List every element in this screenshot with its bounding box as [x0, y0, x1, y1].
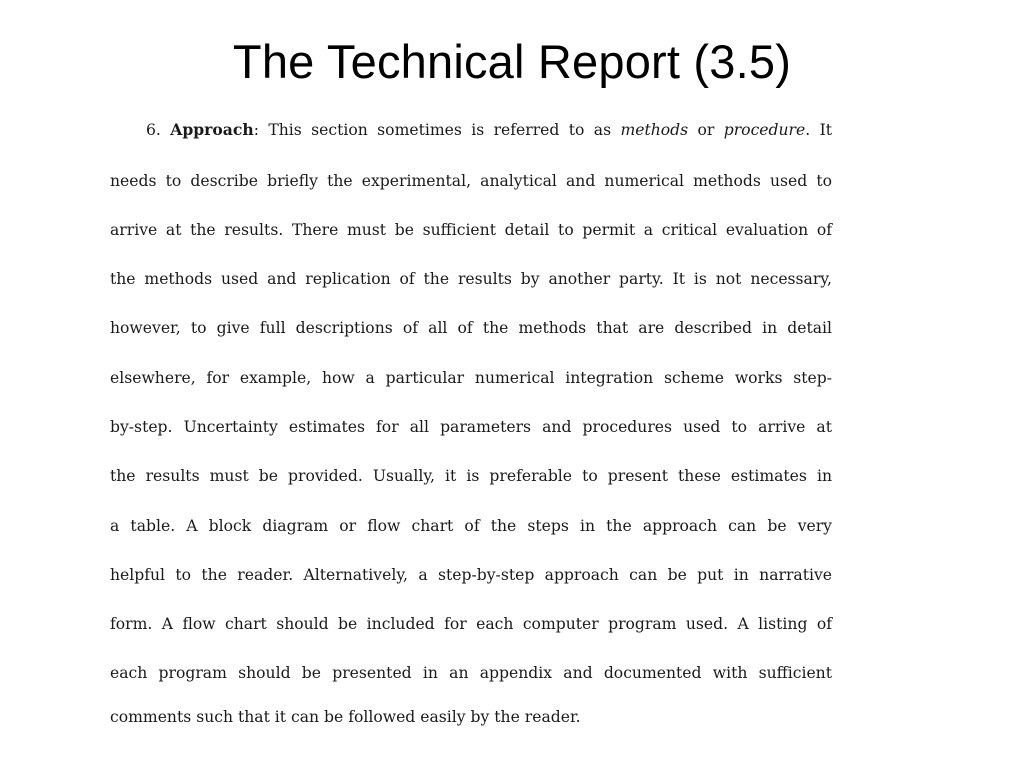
paragraph-line: form. A flow chart should be included for each computer program used. A listing of — [110, 615, 832, 633]
paragraph-line: each program should be presented in an appendix and documented with sufficient — [110, 664, 832, 682]
paragraph-line: a table. A block diagram or flow chart of the steps in the approach can be very — [110, 517, 832, 535]
intro-text: : This section sometimes is referred to as — [253, 121, 621, 139]
paragraph-line: by-step. Uncertainty estimates for all parameters and procedures used to arrive at — [110, 418, 832, 436]
term-procedure: procedure — [723, 121, 806, 139]
paragraph-line-last: comments such that it can be followed easily by the reader. — [110, 708, 581, 726]
paragraph-line: however, to give full descriptions of all of the methods that are described in detail — [110, 319, 832, 337]
term-methods: methods — [620, 121, 689, 139]
slide-title: The Technical Report (3.5) — [232, 35, 792, 88]
paragraph-line: helpful to the reader. Alternatively, a step-by-step approach can be put in narrative — [110, 566, 832, 584]
paragraph-line: needs to describe briefly the experimental, analytical and numerical methods used to — [110, 172, 832, 190]
paragraph-line: the results must be provided. Usually, it is preferable to present these estimates in — [110, 467, 832, 485]
paragraph-line: arrive at the results. There must be sufficient detail to permit a critical evaluation of — [110, 221, 832, 239]
intro-end: . It — [805, 121, 833, 139]
section-heading: Approach — [170, 120, 254, 139]
section-number: 6. — [146, 121, 161, 139]
paragraph-line: elsewhere, for example, how a particular numerical integration scheme works step- — [110, 369, 832, 387]
paragraph-line: the methods used and replication of the results by another party. It is not necessary, — [110, 270, 832, 288]
paragraph-line-1 — [146, 118, 832, 142]
intro-or: or — [688, 121, 724, 139]
